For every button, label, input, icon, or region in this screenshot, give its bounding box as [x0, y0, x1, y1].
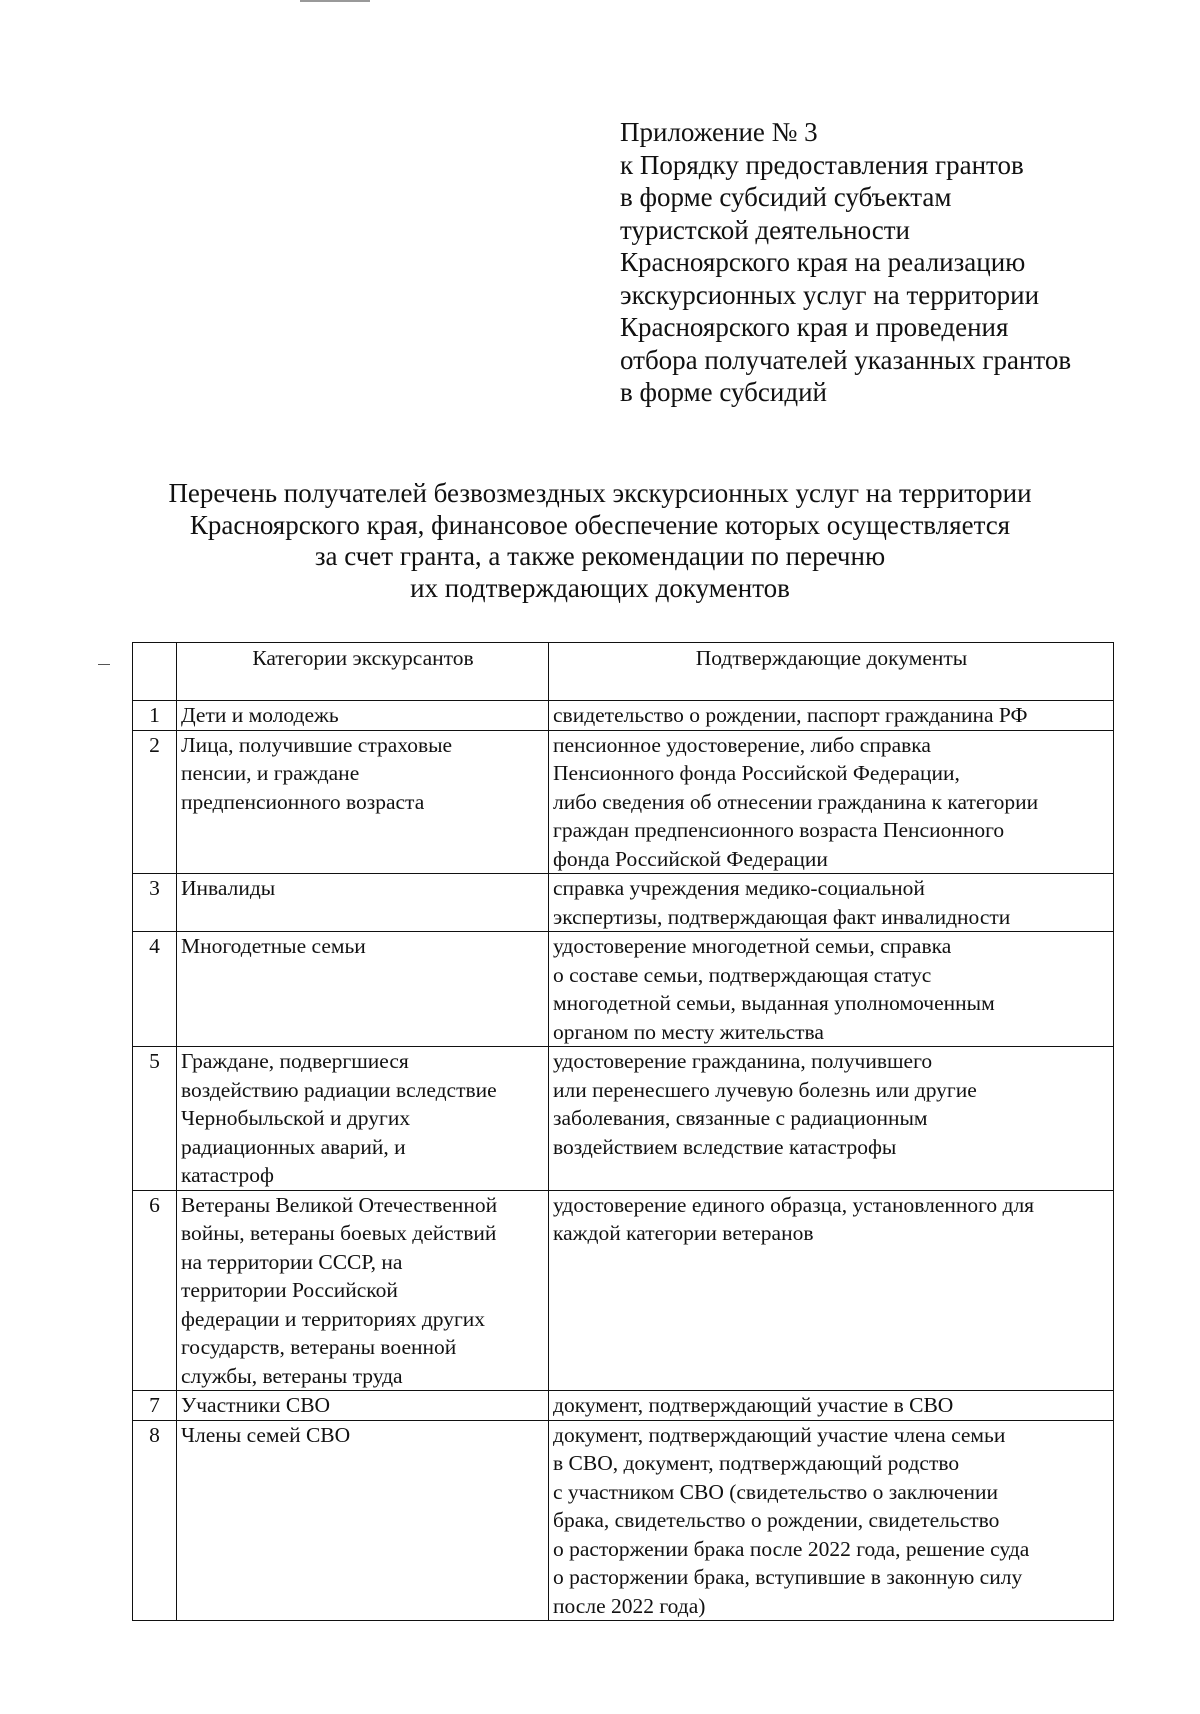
category-cell [177, 1420, 549, 1621]
documents-line: документ, подтверждающий участие в СВО [553, 1393, 954, 1417]
documents-line: граждан предпенсионного возраста Пенсионного [553, 818, 1005, 842]
row-number: 5 [133, 1047, 177, 1191]
row-number: 6 [133, 1190, 177, 1391]
annex-line: в форме субсидий [620, 377, 827, 407]
recipients-table [132, 642, 1114, 1621]
category-line: Граждане, подвергшиеся [181, 1049, 409, 1073]
row-number: 4 [133, 932, 177, 1047]
title-line: за счет гранта, а также рекомендации по перечню [314, 541, 886, 571]
documents-cell [549, 730, 1114, 874]
documents-cell [549, 874, 1114, 932]
documents-line: каждой категории ветеранов [553, 1221, 814, 1245]
category-cell [177, 730, 549, 874]
category-line: Многодетные семьи [181, 934, 366, 958]
header-num [133, 643, 177, 701]
documents-line: удостоверение единого образца, установленного для [553, 1192, 1035, 1217]
category-cell [177, 1190, 549, 1391]
row-number: 8 [133, 1420, 177, 1621]
category-line: федерации и территориях других [181, 1306, 486, 1331]
header-category: Категории экскурсантов [177, 643, 549, 701]
documents-line: брака, свидетельство о рождении, свидетельство [553, 1508, 1000, 1532]
margin-mark [98, 664, 110, 665]
documents-cell [549, 1391, 1114, 1421]
category-cell [177, 701, 549, 731]
documents-cell [549, 701, 1114, 731]
category-line: воздействию радиации вследствие [181, 1077, 497, 1102]
document-title [100, 478, 1100, 604]
row-number: 7 [133, 1391, 177, 1421]
documents-line: удостоверение многодетной семьи, справка [553, 934, 952, 958]
documents-line: Пенсионного фонда Российской Федерации, [553, 761, 960, 785]
category-line: Чернобыльской и других [181, 1106, 411, 1130]
documents-line: о расторжении брака, вступившие в законную силу [553, 1565, 1023, 1589]
annex-line: Красноярского края на реализацию [620, 247, 1026, 277]
title-line: Перечень получателей безвозмездных экскурсионных услуг на территории [168, 478, 1032, 508]
documents-line: свидетельство о рождении, паспорт гражданина РФ [553, 703, 1028, 727]
table-header-row [133, 643, 1114, 701]
table-row [133, 1190, 1114, 1391]
scan-artifact-top [300, 0, 370, 2]
annex-header [620, 116, 1140, 409]
category-line: катастроф [181, 1163, 274, 1187]
table-row [133, 701, 1114, 731]
category-line: Члены семей СВО [181, 1422, 351, 1447]
category-line: радиационных аварий, и [181, 1134, 406, 1159]
documents-line: документ, подтверждающий участие члена семьи [553, 1422, 1006, 1447]
annex-line: отбора получателей указанных грантов [620, 344, 1072, 375]
documents-line: многодетной семьи, выданная уполномоченным [553, 991, 995, 1015]
annex-line: туристской деятельности [620, 214, 910, 245]
row-number: 3 [133, 874, 177, 932]
row-number: 1 [133, 701, 177, 731]
category-line: на территории СССР, на [181, 1249, 403, 1274]
category-cell [177, 874, 549, 932]
header-documents: Подтверждающие документы [549, 643, 1114, 701]
documents-line: заболевания, связанные с радиационным [553, 1106, 928, 1130]
documents-line: воздействием вследствие катастрофы [553, 1134, 897, 1159]
category-line: Ветераны Великой Отечественной [181, 1192, 498, 1217]
documents-line: экспертизы, подтверждающая факт инвалидности [553, 904, 1011, 929]
category-line: Инвалиды [181, 876, 276, 900]
documents-cell [549, 1047, 1114, 1191]
documents-line: фонда Российской Федерации [553, 846, 828, 871]
documents-line: о расторжении брака после 2022 года, решение суда [553, 1536, 1030, 1561]
documents-line: с участником СВО (свидетельство о заключении [553, 1479, 999, 1504]
category-cell [177, 932, 549, 1047]
table-body [133, 701, 1114, 1621]
table-row [133, 1420, 1114, 1621]
documents-line: пенсионное удостоверение, либо справка [553, 732, 931, 757]
category-line: Участники СВО [181, 1393, 331, 1417]
title-line: Красноярского края, финансовое обеспечение которых осуществляется [189, 509, 1011, 540]
annex-line: экскурсионных услуг на территории [620, 279, 1040, 310]
category-line: войны, ветераны боевых действий [181, 1221, 497, 1245]
documents-line: или перенесшего лучевую болезнь или другие [553, 1077, 977, 1102]
documents-line: в СВО, документ, подтверждающий родство [553, 1451, 960, 1475]
documents-line: справка учреждения медико-социальной [553, 876, 925, 900]
category-cell [177, 1391, 549, 1421]
row-number: 2 [133, 730, 177, 874]
table-row [133, 874, 1114, 932]
title-line: их подтверждающих документов [410, 572, 790, 603]
documents-line: органом по месту жительства [553, 1019, 824, 1044]
documents-cell [549, 1420, 1114, 1621]
annex-line: к Порядку предоставления грантов [620, 149, 1024, 180]
category-line: территории Российской [181, 1278, 398, 1302]
documents-line: о составе семьи, подтверждающая статус [553, 962, 932, 987]
table-row [133, 730, 1114, 874]
category-cell [177, 1047, 549, 1191]
documents-line: удостоверение гражданина, получившего [553, 1049, 933, 1073]
category-line: пенсии, и граждане [181, 761, 360, 785]
table-row [133, 1391, 1114, 1421]
documents-line: после 2022 года) [553, 1593, 706, 1618]
category-line: Лица, получившие страховые [181, 732, 453, 757]
category-line: Дети и молодежь [181, 703, 339, 727]
category-line: предпенсионного возраста [181, 789, 425, 814]
annex-line: Красноярского края и проведения [620, 312, 1009, 342]
table-row [133, 932, 1114, 1047]
documents-cell [549, 932, 1114, 1047]
documents-cell [549, 1190, 1114, 1391]
table-row [133, 1047, 1114, 1191]
annex-line: Приложение № 3 [620, 117, 818, 147]
category-line: государств, ветераны военной [181, 1335, 457, 1359]
category-line: службы, ветераны труда [181, 1363, 403, 1388]
documents-line: либо сведения об отнесении гражданина к категории [553, 789, 1039, 814]
annex-line: в форме субсидий субъектам [620, 182, 952, 212]
